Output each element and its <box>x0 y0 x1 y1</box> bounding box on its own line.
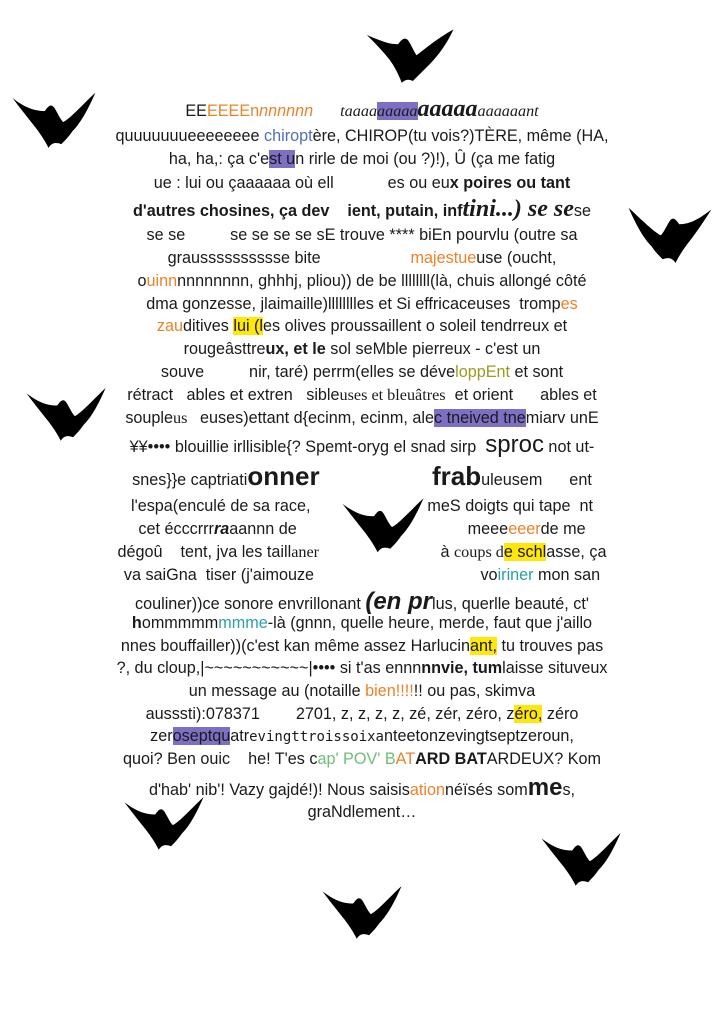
poem-line-11: rougeâsttreux, et le sol seMble pierreux - c'est un <box>183 340 541 358</box>
poem-line-10: zauditives lui (les olives proussaillent o soleil tendrreux et <box>156 317 568 335</box>
poem-line-3: ha, ha,: ça c'est un rirle de moi (ou ?)!), Û (ça me fatig <box>168 150 556 168</box>
poem-line-4: ue : lui ou çaaaaaa où ell es ou eux poires ou tant <box>153 174 571 192</box>
poem-line-21: couliner))ce sonore envrillonant (en prlus, querlle beauté, ct' <box>135 588 589 615</box>
poem-line-12: souve nir, taré) perrm(elles se développEnt et sont <box>160 363 564 381</box>
poem-line-23: nnes bouffailler))(c'est kan même assez Harlucinant, tu trouves pas <box>120 637 604 655</box>
bat-icon <box>318 880 406 950</box>
poem-line-19: dégoû tent, jva les taillaner à coups de schlasse, ça <box>117 543 607 561</box>
poem-line-13: rétract ables et extren sibleuses et bleuâtres et orient ables et <box>127 386 597 404</box>
poem-line-25: un message au (notaille bien!!!!!! ou pas, skimva <box>188 682 536 700</box>
poem-line-2: quuuuuuueeeeeeee chiroptère, CHIROP(tu vois?)TÈRE, même (HA, <box>115 127 609 145</box>
bat-icon <box>537 826 625 898</box>
poem-line-14: soupleus euses)ettant d{ecinm, ecinm, alec tneived tnemiarv unE <box>125 409 599 427</box>
poem-line-28: quoi? Ben ouic he! T'es cap' POV' BATARD BATARDEUX? Kom <box>122 750 601 768</box>
poem-line-26: ausssti):078371 2701, z, z, z, z, zé, zér, zéro, zéro, zéro <box>145 705 579 723</box>
poem-line-5: d'autres chosines, ça dev ient, putain, inftini...) se sese <box>133 196 591 222</box>
poem-line-24: ?, du cloup,|~~~~~~~~~~~|•••• si t'as ennnnnvie, tumlaisse situveux <box>116 659 608 677</box>
poem-line-9: dma gonzesse, jlaimaille)lllllllles et Si effricaceuses trompes <box>146 295 578 313</box>
poem-line-18: cet écccrrrraaannn de meeeeeerde me <box>138 520 586 538</box>
poem-line-22: hommmmmmmme-là (gnnn, quelle heure, merde, faut que j'aillo <box>131 614 593 632</box>
bat-icon <box>365 22 457 94</box>
poem-line-29: d'hab' nib'! Vazy gajdé!)! Nous saisisationnéïsés sommes, <box>148 774 576 801</box>
poem-line-20: va saiGna tiser (j'aimouze voiriner mon san <box>123 566 601 584</box>
poem-line-1: EEEEEEnnnnnnn taaaaaaaaaaaaaaaaaaaant <box>185 96 539 122</box>
poem-line-27: zeroseptquatrevingttroissoixanteetonzevingtseptzeroun, <box>150 727 574 745</box>
poem-line-7: grausssssssssse bite majestueuse (oucht, <box>167 249 557 267</box>
poem-line-30: graNdlement… <box>307 803 417 821</box>
poem-line-17: l'espa(enculé de sa race, meS doigts qui tape nt <box>131 497 593 515</box>
poem-line-8: ouinnnnnnnnnn, ghhhj, pliou)) de be llllllll(là, chuis allongé côté <box>137 272 587 290</box>
poem-line-15: ¥¥•••• blouillie irllisible{? Spemt-oryg el snad sirp sproc not ut- <box>129 431 595 458</box>
poem-line-16: snes}}e captriationner frabuleusem ent <box>132 461 592 491</box>
poem-line-6: se se se se se se sE trouve **** biEn pourvlu (outre sa <box>146 226 578 244</box>
